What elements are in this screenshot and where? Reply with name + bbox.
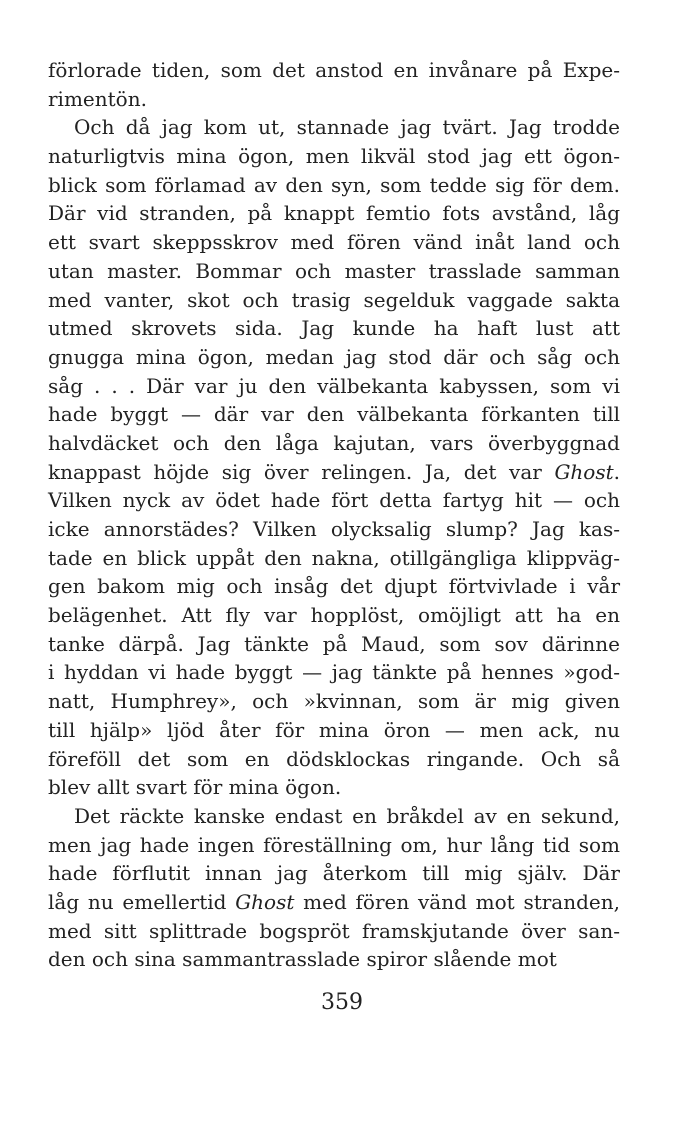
ship-name: Ghost <box>554 459 614 484</box>
text-segment: blev allt svart för mina ögon. <box>48 775 342 800</box>
text-segment: låg nu emellertid <box>48 889 236 914</box>
text-line <box>48 888 620 917</box>
text-line <box>48 85 620 114</box>
text-line <box>48 314 620 343</box>
text-segment: med vanter, skot och trasig segelduk vaggade sakta <box>48 287 620 312</box>
text-line <box>48 486 620 515</box>
text-segment: med sitt splittrade bogspröt framskjutande över san- <box>48 918 620 943</box>
text-line <box>48 773 620 802</box>
text-segment: utan master. Bommar och master trasslade samman <box>48 258 620 283</box>
text-line <box>48 716 620 745</box>
text-line <box>48 257 620 286</box>
text-segment: i hyddan vi hade byggt — jag tänkte på hennes »god- <box>48 660 620 685</box>
text-segment: belägenhet. Att fly var hopplöst, omöjligt att ha en <box>48 603 620 628</box>
text-line <box>48 601 620 630</box>
text-line <box>48 372 620 401</box>
text-line <box>48 658 620 687</box>
text-segment: men jag hade ingen föreställning om, hur lång tid som <box>48 832 620 857</box>
page-number: 359 <box>321 990 363 1015</box>
text-line <box>48 630 620 659</box>
text-segment: förlorade tiden, som det anstod en invånare på Expe- <box>48 58 620 82</box>
text-line <box>48 199 620 228</box>
text-line <box>48 400 620 429</box>
text-segment: gnugga mina ögon, medan jag stod där och såg och <box>48 344 620 369</box>
text-segment: natt, Humphrey», och »kvinnan, som är mig given <box>48 689 620 714</box>
text-line <box>48 515 620 544</box>
text-segment: den och sina sammantrasslade spiror slående mot <box>48 947 557 972</box>
text-segment: Och då jag kom ut, stannade jag tvärt. Jag trodde <box>74 115 620 140</box>
text-line <box>48 429 620 458</box>
text-line <box>48 831 620 860</box>
text-segment: knappast höjde sig över relingen. Ja, det var <box>48 459 555 484</box>
text-segment: föreföll det som en dödsklockas ringande. Och så <box>48 746 620 771</box>
text-segment: hade byggt — där var den välbekanta förkanten till <box>48 402 620 427</box>
text-line <box>48 687 620 716</box>
text-segment: halvdäcket och den låga kajutan, vars överbyggnad <box>48 430 620 455</box>
text-segment: till hjälp» ljöd åter för mina öron — men ack, nu <box>48 717 620 742</box>
text-segment: hade förflutit innan jag återkom till mig själv. Där <box>48 861 620 886</box>
text-segment: utmed skrovets sida. Jag kunde ha haft lust att <box>48 316 620 341</box>
text-line <box>48 917 620 946</box>
text-line <box>48 544 620 573</box>
text-line <box>48 458 620 487</box>
text-segment: blick som förlamad av den syn, som tedde sig för dem. <box>48 172 620 197</box>
text-line <box>48 859 620 888</box>
text-segment: rimentön. <box>48 86 147 111</box>
text-segment: icke annorstädes? Vilken olycksalig slump? Jag kas- <box>48 517 620 541</box>
text-line <box>48 945 620 974</box>
text-segment: såg . . . Där var ju den välbekanta kabyssen, som vi <box>48 373 620 398</box>
text-segment: tanke därpå. Jag tänkte på Maud, som sov därinne <box>48 631 620 656</box>
text-line <box>48 228 620 257</box>
text-segment: Vilken nyck av ödet hade fört detta fartyg hit — och <box>48 488 620 513</box>
paragraph <box>48 113 620 802</box>
text-line <box>48 56 620 85</box>
paragraph <box>48 56 620 113</box>
text-segment: ett svart skeppsskrov med fören vänd inåt land och <box>48 230 620 255</box>
text-line <box>48 171 620 200</box>
text-line <box>48 142 620 171</box>
text-line <box>48 286 620 315</box>
text-segment: tade en blick uppåt den nakna, otillgängliga klippväg- <box>48 545 620 570</box>
text-segment: Där vid stranden, på knappt femtio fots avstånd, låg <box>48 201 620 226</box>
ship-name: Ghost <box>235 889 295 914</box>
text-line <box>48 572 620 601</box>
text-segment: naturligtvis mina ögon, men likväl stod jag ett ögon- <box>48 144 620 169</box>
text-segment: Det räckte kanske endast en bråkdel av en sekund, <box>74 803 620 828</box>
text-line <box>48 745 620 774</box>
text-segment: med fören vänd mot stranden, <box>294 889 620 914</box>
text-segment: . <box>613 459 620 484</box>
text-line <box>48 343 620 372</box>
text-segment: gen bakom mig och insåg det djupt förtvivlade i vår <box>48 574 620 599</box>
text-line <box>48 113 620 142</box>
body-text <box>48 56 620 974</box>
paragraph <box>48 802 620 974</box>
text-line <box>48 802 620 831</box>
